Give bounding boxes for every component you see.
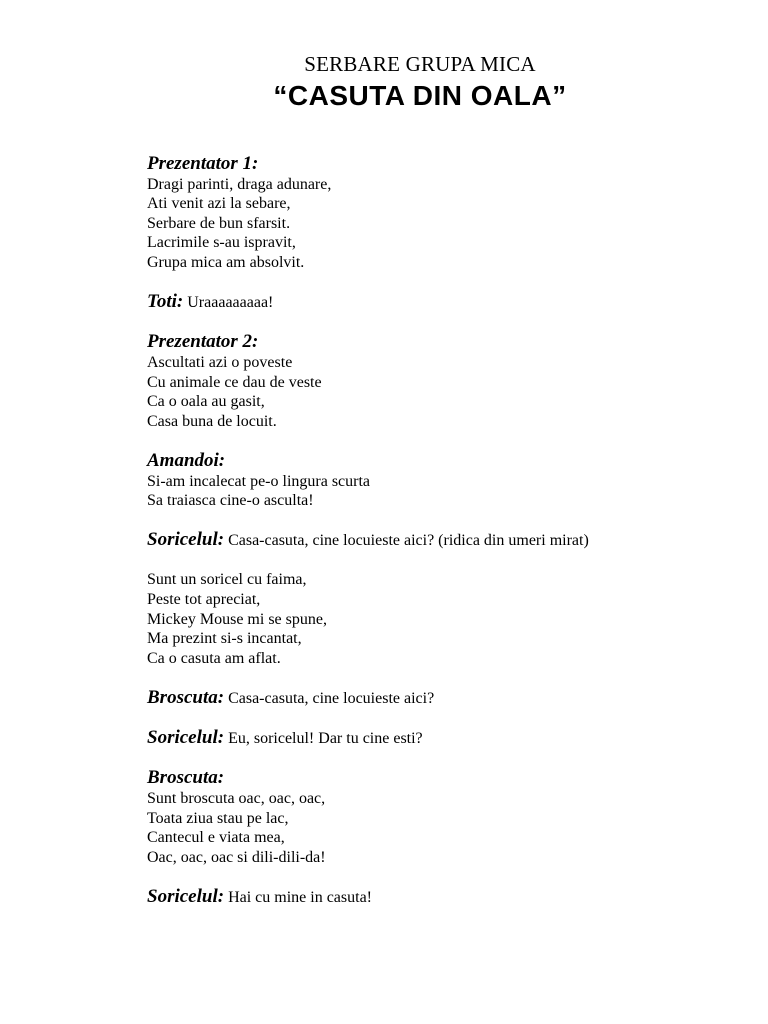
speaker-line [147, 728, 747, 749]
verse-line: Cantecul e viata mea, [147, 829, 285, 847]
verse-line: Serbare de bun sfarsit. [147, 214, 291, 232]
dialogue-block [147, 154, 747, 273]
speaker-name: Amandoi: [147, 449, 226, 471]
speaker-inline-text: Hai cu mine in casuta! [228, 888, 373, 906]
block-gap [147, 511, 747, 531]
dialogue-block [147, 292, 747, 313]
verse-line: Si-am incalecat pe-o lingura scurta [147, 472, 371, 490]
speaker-line [147, 292, 747, 313]
speaker-name: Prezentator 1: [147, 153, 259, 174]
speaker-line [147, 887, 747, 908]
speaker-inline-text: Casa-casuta, cine locuieste aici? (ridica din umeri mirat) [228, 532, 589, 550]
speaker-name: Prezentator 2: [147, 331, 259, 353]
block-gap [147, 867, 747, 887]
verse-line: Ca o oala au gasit, [147, 393, 265, 411]
verse-line: Grupa mica am absolvit. [147, 253, 305, 271]
speaker-line [147, 530, 747, 551]
verse-line: Mickey Mouse mi se spune, [147, 610, 327, 628]
speaker-line [147, 154, 747, 175]
speaker-name: Broscuta: [147, 687, 225, 709]
verse-line: Ca o casuta am aflat. [147, 649, 281, 667]
verse-line: Cu animale ce dau de veste [147, 373, 322, 391]
play-title: “CASUTA DIN OALA” [273, 80, 567, 111]
verse-line: Dragi parinti, draga adunare, [147, 175, 332, 193]
dialogue-block [147, 570, 747, 668]
verse-line: Ati venit azi la sebare, [147, 195, 291, 213]
script-body [147, 154, 747, 908]
verse-line: Oac, oac, oac si dili-dili-da! [147, 848, 326, 866]
verse-line: Sunt broscuta oac, oac, oac, [147, 790, 326, 807]
speaker-name: Soricelul: [147, 727, 225, 749]
dialogue-block [147, 451, 747, 511]
dialogue-block [147, 768, 747, 867]
speaker-inline-text: Eu, soricelul! Dar tu cine esti? [228, 730, 423, 748]
block-gap [147, 313, 747, 333]
speaker-line [147, 688, 747, 709]
block-gap [147, 431, 747, 451]
speaker-name: Soricelul: [147, 529, 225, 551]
verse-line: Ascultati azi o poveste [147, 353, 293, 371]
speaker-line [147, 768, 747, 789]
speaker-line [147, 332, 747, 353]
speaker-name: Broscuta: [147, 767, 225, 789]
verse-line: Ma prezint si-s incantat, [147, 630, 302, 648]
verse-line: Peste tot apreciat, [147, 591, 261, 609]
dialogue-block [147, 728, 747, 749]
speaker-line [147, 451, 747, 472]
speaker-name: Soricelul: [147, 885, 225, 907]
dialogue-block [147, 887, 747, 908]
speaker-name: Toti: [147, 291, 184, 313]
verse-line: Sa traiasca cine-o asculta! [147, 492, 314, 510]
block-gap [147, 273, 747, 293]
dialogue-block [147, 332, 747, 431]
block-gap [147, 709, 747, 729]
verse-line: Sunt un soricel cu faima, [147, 571, 307, 589]
dialogue-block [147, 530, 747, 551]
speaker-inline-text: Casa-casuta, cine locuieste aici? [228, 690, 435, 708]
verse-line: Casa buna de locuit. [147, 412, 277, 430]
block-gap [147, 749, 747, 769]
block-gap [147, 551, 747, 571]
verse-line: Lacrimile s-au ispravit, [147, 234, 296, 252]
speaker-inline-text: Uraaaaaaaaa! [187, 294, 274, 312]
block-gap [147, 668, 747, 688]
document-title: SERBARE GRUPA MICA [304, 52, 536, 76]
verse-line: Toata ziua stau pe lac, [147, 809, 289, 827]
dialogue-block [147, 688, 747, 709]
